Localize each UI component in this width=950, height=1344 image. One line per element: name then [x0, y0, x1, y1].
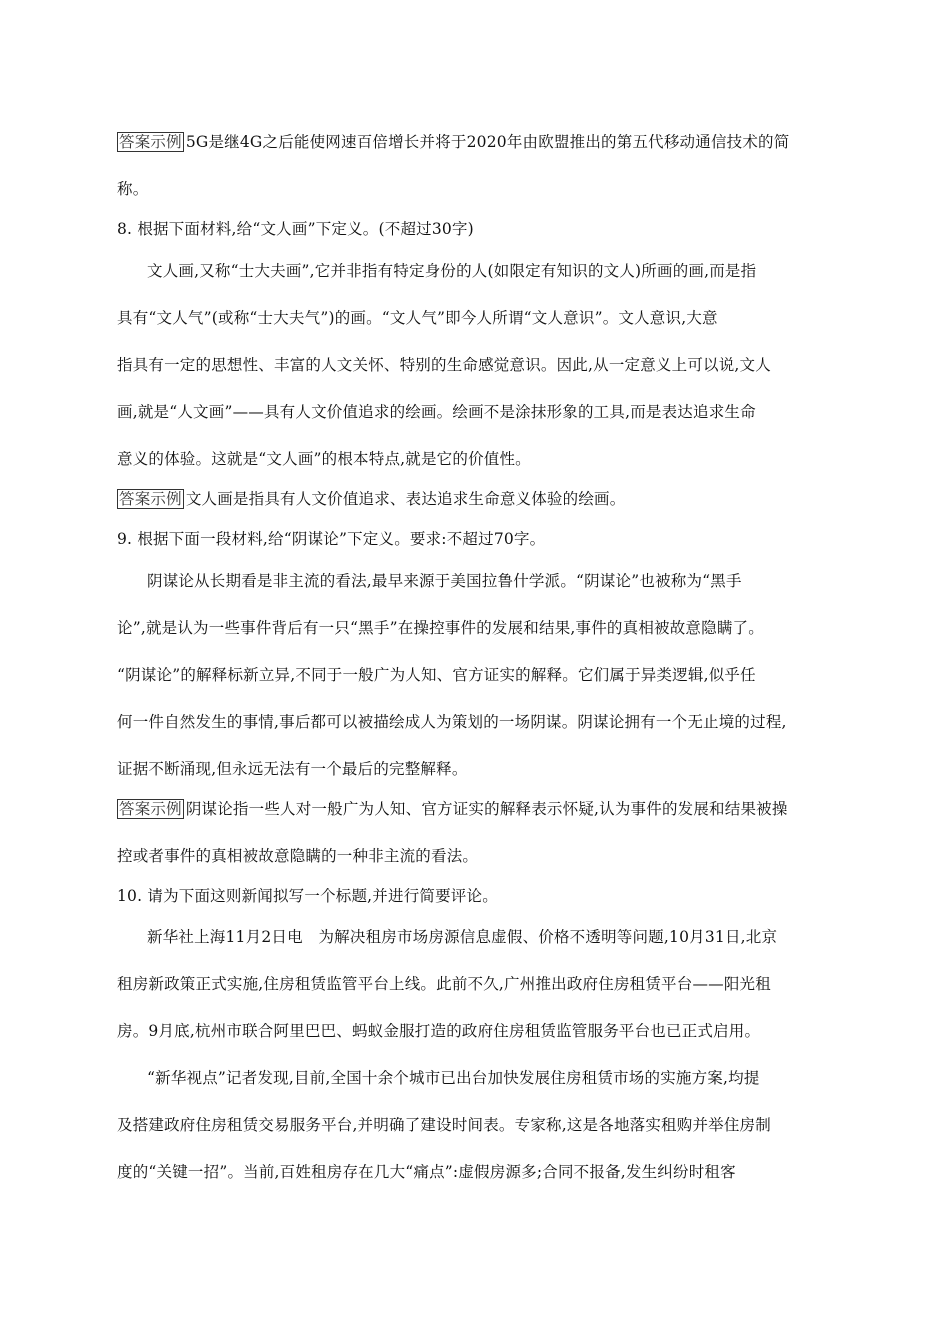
- question-8: 8. 根据下面材料,给“文人画”下定义。(不超过30字): [117, 220, 474, 238]
- question-9: 9. 根据下面一段材料,给“阴谋论”下定义。要求:不超过70字。: [117, 530, 546, 548]
- answer-example-9-line-1: 答案示例 阴谋论指一些人对一般广为人知、官方证实的解释表示怀疑,认为事件的发展和结果被操: [119, 800, 788, 818]
- material-8-line-4: 画,就是“人文画”——具有人文价值追求的绘画。绘画不是涂抹形象的工具,而是表达追求生命: [117, 403, 756, 421]
- material-10-line-6: 度的“关键一招”。当前,百姓租房存在几大“痛点”:虚假房源多;合同不报备,发生纠纷时租客: [117, 1163, 736, 1181]
- answer-example-tag: 答案示例: [119, 800, 182, 818]
- answer-example-9-line-2: 控或者事件的真相被故意隐瞒的一种非主流的看法。: [117, 847, 479, 865]
- answer-example-7-line-1: 答案示例 5G是继4G之后能使网速百倍增长并将于2020年由欧盟推出的第五代移动通信技术的简: [119, 133, 790, 151]
- material-8-line-2: 具有“文人气”(或称“士大夫气”)的画。“文人气”即今人所谓“文人意识”。文人意识,大意: [117, 309, 718, 327]
- answer-example-8: 答案示例 文人画是指具有人文价值追求、表达追求生命意义体验的绘画。: [119, 490, 626, 508]
- answer-example-7-line-2: 称。: [117, 180, 149, 198]
- material-9-line-3: “阴谋论”的解释标新立异,不同于一般广为人知、官方证实的解释。它们属于异类逻辑,似乎任: [117, 666, 756, 684]
- material-8-line-1: 文人画,又称“士大夫画”,它并非指有特定身份的人(如限定有知识的文人)所画的画,而是指: [147, 262, 757, 280]
- material-10-line-2: 租房新政策正式实施,住房租赁监管平台上线。此前不久,广州推出政府住房租赁平台——阳光租: [117, 975, 771, 993]
- material-10-line-1: 新华社上海11月2日电 为解决租房市场房源信息虚假、价格不透明等问题,10月31日,北京: [147, 928, 778, 946]
- material-10-line-4: “新华视点”记者发现,目前,全国十余个城市已出台加快发展住房租赁市场的实施方案,均提: [147, 1069, 760, 1087]
- material-10-line-5: 及搭建政府住房租赁交易服务平台,并明确了建设时间表。专家称,这是各地落实租购并举住房制: [117, 1116, 771, 1134]
- material-9-line-4: 何一件自然发生的事情,事后都可以被描绘成人为策划的一场阴谋。阴谋论拥有一个无止境的过程,: [117, 713, 787, 731]
- material-10-line-3: 房。9月底,杭州市联合阿里巴巴、蚂蚁金服打造的政府住房租赁监管服务平台也已正式启用。: [117, 1022, 761, 1040]
- answer-example-tag: 答案示例: [119, 133, 182, 151]
- material-9-line-5: 证据不断涌现,但永远无法有一个最后的完整解释。: [117, 760, 468, 778]
- material-9-line-1: 阴谋论从长期看是非主流的看法,最早来源于美国拉鲁什学派。“阴谋论”也被称为“黑手: [147, 572, 742, 590]
- material-8-line-5: 意义的体验。这就是“文人画”的根本特点,就是它的价值性。: [117, 450, 531, 468]
- material-9-line-2: 论”,就是认为一些事件背后有一只“黑手”在操控事件的发展和结果,事件的真相被故意隐瞒了。: [117, 619, 764, 637]
- material-8-line-3: 指具有一定的思想性、丰富的人文关怀、特别的生命感觉意识。因此,从一定意义上可以说,文人: [117, 356, 771, 374]
- question-10: 10. 请为下面这则新闻拟写一个标题,并进行简要评论。: [117, 887, 498, 905]
- answer-example-tag: 答案示例: [119, 490, 182, 508]
